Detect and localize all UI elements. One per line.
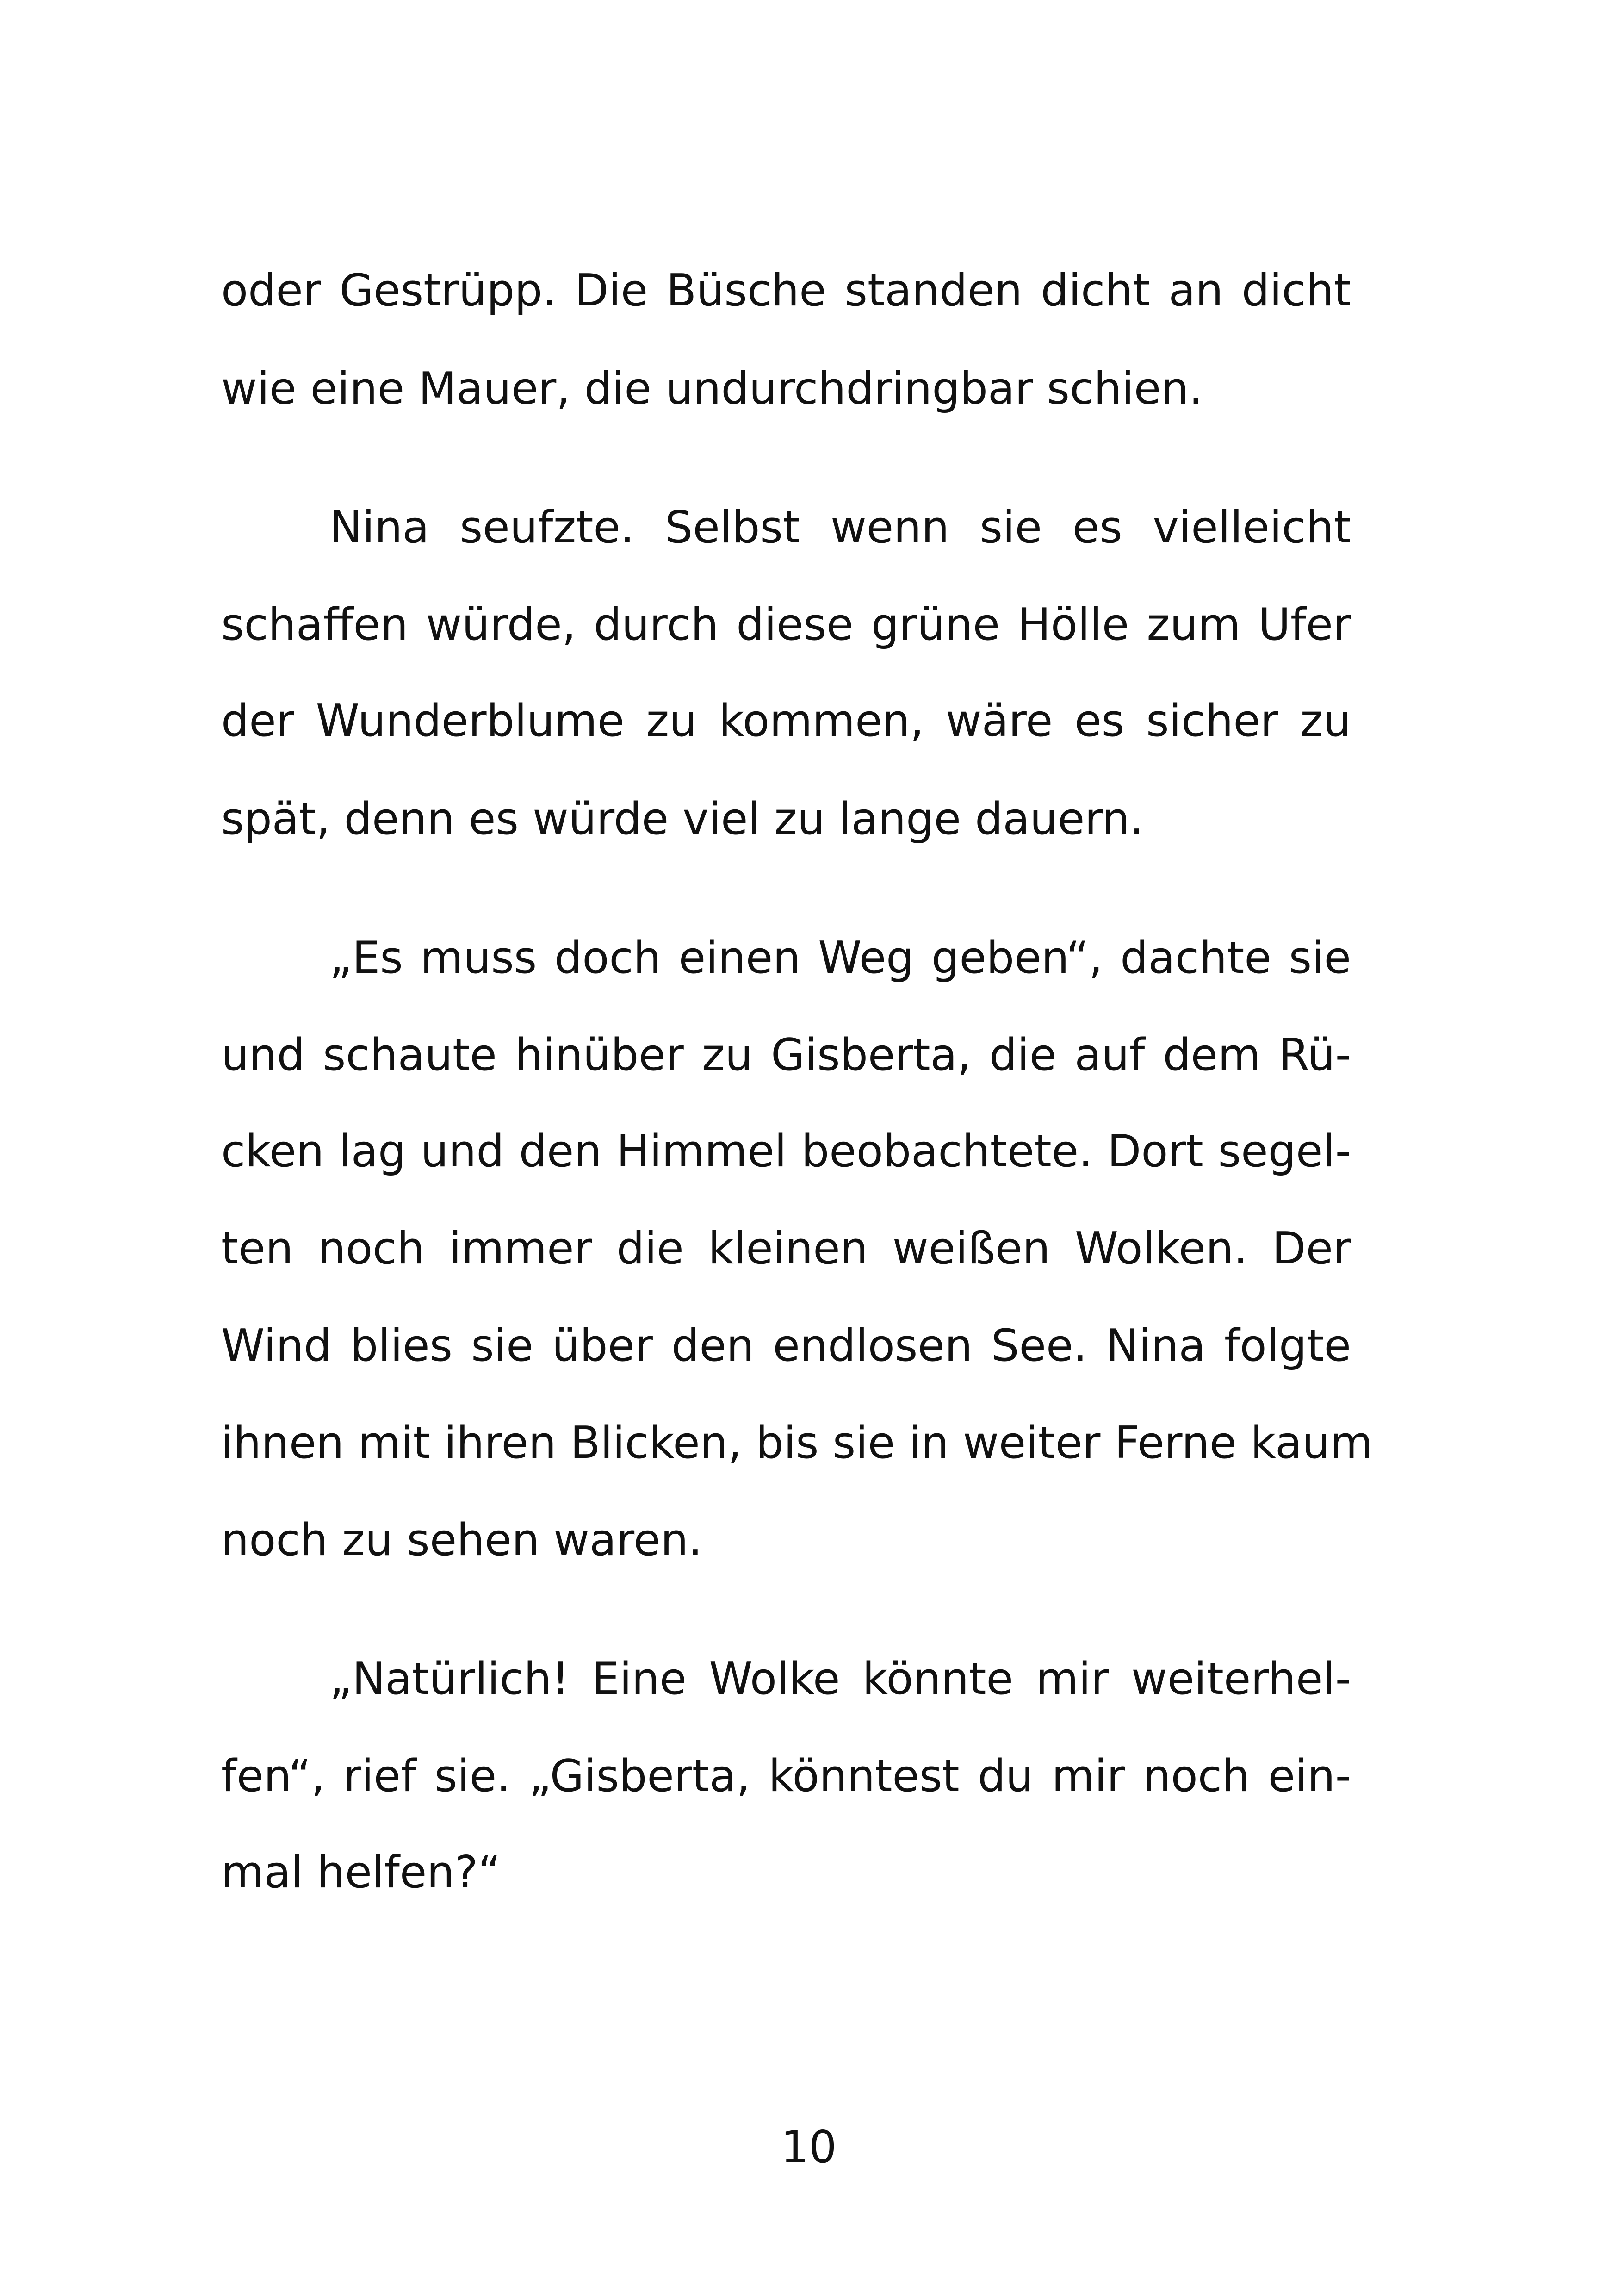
text-line: und schaute hinüber zu Gisberta, die auf dem Rü- (221, 1030, 1351, 1081)
text-line: noch zu sehen waren. (221, 1515, 702, 1566)
text-line: ihnen mit ihren Blicken, bis sie in weiter Ferne kaum (221, 1418, 1373, 1468)
text-line: cken lag und den Himmel beobachtete. Dort segel- (221, 1126, 1351, 1177)
page-number: 10 (781, 2122, 837, 2173)
text-line: ten noch immer die kleinen weißen Wolken. Der (221, 1223, 1351, 1274)
text-line: „Es muss doch einen Weg geben“, dachte sie (329, 933, 1351, 983)
text-line: fen“, rief sie. „Gisberta, könntest du mir noch ein- (221, 1751, 1351, 1802)
text-line: „Natürlich! Eine Wolke könnte mir weiterhel- (329, 1654, 1351, 1705)
text-line: mal helfen?“ (221, 1847, 501, 1898)
text-line: oder Gestrüpp. Die Büsche standen dicht an dicht (221, 265, 1351, 316)
text-line: Wind blies sie über den endlosen See. Nina folgte (221, 1320, 1351, 1371)
text-line: der Wunderblume zu kommen, wäre es sicher zu (221, 696, 1351, 747)
text-line: spät, denn es würde viel zu lange dauern. (221, 794, 1144, 845)
text-line: schaffen würde, durch diese grüne Hölle zum Ufer (221, 599, 1351, 650)
text-line: wie eine Mauer, die undurchdringbar schien. (221, 363, 1203, 414)
text-line: Nina seufzte. Selbst wenn sie es vielleicht (329, 502, 1351, 553)
